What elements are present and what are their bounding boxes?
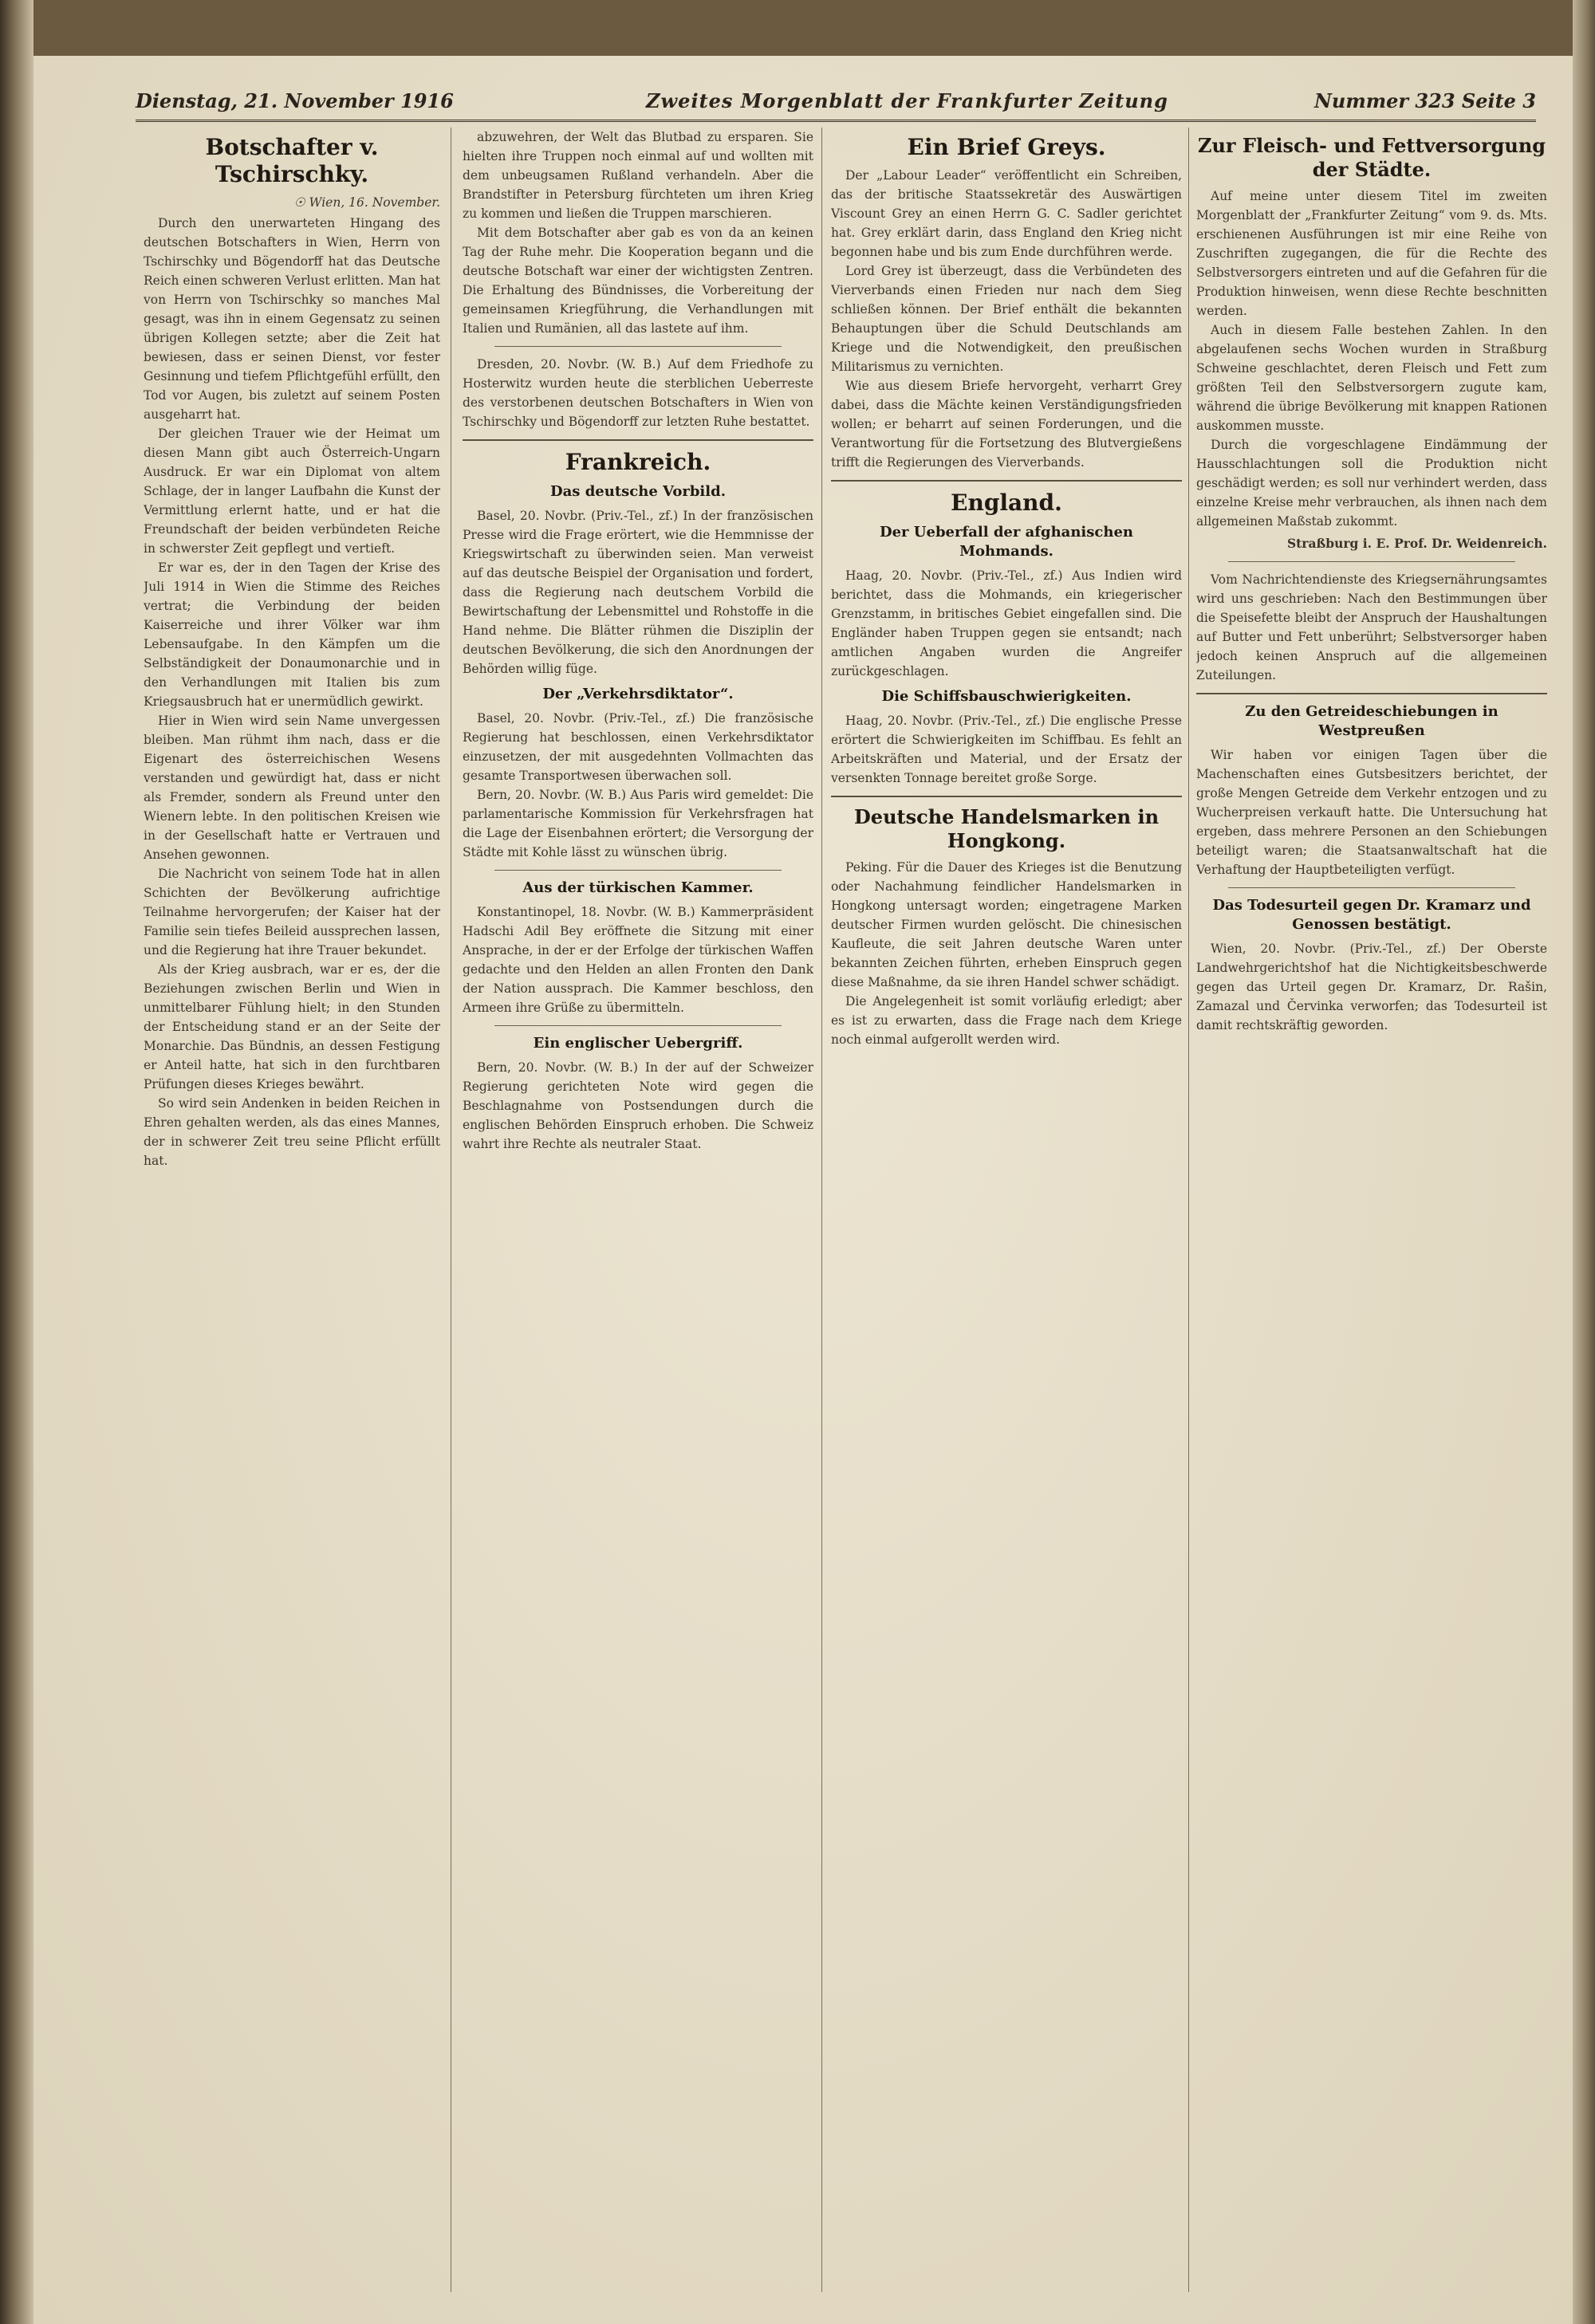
page-header (136, 85, 1536, 122)
column-3 (831, 128, 1182, 2292)
section-title: Frankreich. (565, 449, 711, 475)
paragraph: Konstantinopel, 18. Novbr. (W. B.) Kammerpräsident Hadschi Adil Bey eröffnete die Sitzung mit einer Ansprache, in der er der Erfolge der türkischen Waffen gedachte und den Helden an allen Fronten den Dank der Nation aussprach. Die Kammer beschloss, den Armeen ihre Grüße zu übermitteln. (463, 905, 813, 1015)
divider (831, 796, 1182, 797)
subsection-title: Der Ueberfall der afghanischen Mohmands. (879, 524, 1133, 560)
paragraph: Peking. Für die Dauer des Krieges ist die Benutzung oder Nachahmung feindlicher Handelsmarken in Hongkong untersagt worden; eingetragene Marken deutscher Firmen wurden gelöscht. Die chinesischen Kaufleute, die seit Jahren deutsche Waren unter bekannten Zeichen führten, erheben Einspruch gegen diese Maßnahme, da sie ihren Handel schwer schädigt. (831, 860, 1182, 989)
paragraph: Bern, 20. Novbr. (W. B.) In der auf der Schweizer Regierung gerichteten Note wird gegen die Beschlagnahme von Postsendungen durch die englischen Behörden Einspruch erhoben. Die Schweiz wahrt ihre Rechte als neutraler Staat. (463, 1060, 813, 1151)
column-1 (144, 128, 440, 2292)
divider (831, 480, 1182, 482)
column-4 (1196, 128, 1547, 2292)
paragraph: Als der Krieg ausbrach, war er es, der die Beziehungen zwischen Berlin und Wien in unmittelbarer Fühlung hielt; in den Stunden der Entscheidung stand er an der Seite der Monarchie. Das Bündnis, an dessen Festigung er Anteil hatte, hat sich in den furchtbaren Prüfungen dieses Krieges bewährt. (144, 962, 440, 1091)
article-title: Zur Fleisch- und Fettversorgung der Städte. (1197, 134, 1546, 181)
paragraph: Der gleichen Trauer wie der Heimat um diesen Mann gibt auch Österreich-Ungarn Ausdruck. Er war ein Diplomat von altem Schlage, der in langer Laufbahn die Kunst der Vermittlung erlernt hatte, und er hat die Freundschaft der beiden verbündeten Reiche in schwerster Zeit gepflegt und vertieft. (144, 427, 440, 556)
divider (463, 439, 813, 441)
article-title: Botschafter v. Tschirschky. (205, 134, 379, 187)
column-rule (821, 128, 822, 2292)
subsection-title: Das deutsche Vorbild. (550, 483, 726, 500)
paragraph: So wird sein Andenken in beiden Reichen in Ehren gehalten werden, als das eines Mannes, der in schwerer Zeit treu seine Pflicht erfüllt hat. (144, 1096, 440, 1168)
paragraph: Basel, 20. Novbr. (Priv.-Tel., zf.) In der französischen Presse wird die Frage erörtert, wie die Hemmnisse der Kriegswirtschaft zu überwinden seien. Man verweist auf das deutsche Beispiel der Organisation und fordert, dass die Regierung nach deutschem Vorbild die Bewirtschaftung der Lebensmittel und Rohstoffe in die Hand nehme. Die Blätter rühmen die Disziplin der deutschen Bevölkerung, die sich den Anordnungen der Behörden willig füge. (463, 509, 813, 676)
page-edge (1573, 0, 1595, 2324)
paragraph: Lord Grey ist überzeugt, dass die Verbündeten des Vierverbands einen Frieden nur nach dem Sieg schließen können. Der Brief enthält die bekannten Behauptungen über die Schuld Deutschlands am Kriege und die Notwendigkeit, den preußischen Militarismus zu vernichten. (831, 264, 1182, 374)
divider (1228, 561, 1515, 562)
paragraph: Der „Labour Leader“ veröffentlicht ein Schreiben, das der britische Staatssekretär des Auswärtigen Viscount Grey an einen Herrn G. C. Sadler gerichtet hat. Grey erklärt darin, dass England den Krieg nicht begonnen habe und bis zum Ende durchführen werde. (831, 168, 1182, 259)
newspaper-page (33, 56, 1573, 2324)
header-masthead: Zweites Morgenblatt der Frankfurter Zeitung (646, 89, 1168, 112)
paragraph: Vom Nachrichtendienste des Kriegsernährungsamtes wird uns geschrieben: Nach den Bestimmungen über die Speisefette bleibt der Anspruch der Haushaltungen auf Butter und Fett unberührt; Selbstversorger haben jedoch keinen Anspruch auf die allgemeinen Zuteilungen. (1196, 572, 1547, 682)
paragraph: Durch die vorgeschlagene Eindämmung der Hausschlachtungen soll die Produktion nicht geschädigt werden; es soll nur verhindert werden, dass einzelne Kreise mehr verbrauchen, als ihnen nach dem allgemeinen Maßstab zukommt. (1196, 438, 1547, 529)
paragraph: Mit dem Botschafter aber gab es von da an keinen Tag der Ruhe mehr. Die Kooperation begann und die deutsche Botschaft war einer der wichtigsten Zentren. Die Erhaltung des Bündnisses, die Vorbereitung der gemeinsamen Kriegführung, die Verhandlungen mit Italien und Rumänien, all das lastete auf ihm. (463, 226, 813, 336)
paragraph: Auf meine unter diesem Titel im zweiten Morgenblatt der „Frankfurter Zeitung“ vom 9. ds. Mts. erschienenen Ausführungen ist mir eine Reihe von Zuschriften zugegangen, die für die Rechte des Selbstversorgers eintreten und auf die Gefahren für die Produktion hinweisen, wenn diese Rechte beschnitten werden. (1196, 189, 1547, 318)
subsection-title: Das Todesurteil gegen Dr. Kramarz und Genossen bestätigt. (1212, 897, 1531, 933)
dateline: ☉ Wien, 16. November. (293, 195, 440, 210)
paragraph: Auch in diesem Falle bestehen Zahlen. In den abgelaufenen sechs Wochen wurden in Straßburg Schweine geschlachtet, deren Fleisch und Fett zum größten Teil den Selbstversorgern zugute kam, während die übrige Bevölkerung mit knappen Rationen auskommen musste. (1196, 323, 1547, 433)
paragraph: Die Nachricht von seinem Tode hat in allen Schichten der Bevölkerung aufrichtige Teilnahme hervorgerufen; der Kaiser hat der Familie sein tiefes Beileid aussprechen lassen, und die Regierung hat ihre Trauer bekundet. (144, 867, 440, 958)
paragraph: abzuwehren, der Welt das Blutbad zu ersparen. Sie hielten ihre Truppen noch einmal auf und wollten mit dem unbeugsamen Rußland verhandeln. Aber die Brandstifter in Petersburg fürchteten um ihren Krieg zu kommen und ließen die Truppen marschieren. (463, 130, 813, 221)
section-title: Deutsche Handelsmarken in Hongkong. (853, 805, 1160, 852)
news-notice: Dresden, 20. Novbr. (W. B.) Auf dem Friedhofe zu Hosterwitz wurden heute die sterblichen Ueberreste des verstorbenen deutschen Botschafters in Wien von Tschirschky und Bögendorff zur letzten Ruhe bestattet. (463, 357, 813, 429)
paragraph: Basel, 20. Novbr. (Priv.-Tel., zf.) Die französische Regierung hat beschlossen, einen Verkehrsdiktator einzusetzen, der mit ausgedehnten Vollmachten das gesamte Transportwesen überwachen soll. (463, 711, 813, 783)
divider (1196, 693, 1547, 694)
section-title: England. (951, 490, 1062, 516)
paragraph: Hier in Wien wird sein Name unvergessen bleiben. Man rühmt ihm nach, dass er die Eigenart des österreichischen Wesens verstanden und gewürdigt hat, dass er nicht als Fremder, sondern als Freund unter den Wienern lebte. In den politischen Kreisen wie in der Gesellschaft hatte er Vertrauen und Ansehen gewonnen. (144, 714, 440, 862)
divider (1228, 887, 1515, 888)
paragraph: Haag, 20. Novbr. (Priv.-Tel., zf.) Die englische Presse erörtert die Schwierigkeiten im Schiffbau. Es fehlt an Arbeitskräften und Material, und der Ersatz der versenkten Tonnage bereitet große Sorge. (831, 714, 1182, 785)
article-title: Ein Brief Greys. (907, 134, 1106, 160)
column-2 (463, 128, 813, 2292)
divider (494, 870, 782, 871)
paragraph: Durch den unerwarteten Hingang des deutschen Botschafters in Wien, Herrn von Tschirschky und Bögendorff hat das Deutsche Reich einen schweren Verlust erlitten. Man hat von Herrn von Tschirschky so manches Mal gesagt, was ihn in einem Gegensatz zu seinen übrigen Kollegen setzte; aber die Zeit hat bewiesen, dass er seinen Dienst, vor fester Gesinnung und tiefem Pflichtgefühl erfüllt, den Tod vor Augen, bis zuletzt auf seinem Posten ausgeharrt hat. (144, 216, 440, 422)
paragraph: Bern, 20. Novbr. (W. B.) Aus Paris wird gemeldet: Die parlamentarische Kommission für Verkehrsfragen hat die Lage der Eisenbahnen erörtert; die Versorgung der Städte mit Kohle lässt zu wünschen übrig. (463, 788, 813, 859)
paragraph: Haag, 20. Novbr. (Priv.-Tel., zf.) Aus Indien wird berichtet, dass die Mohmands, ein kriegerischer Grenzstamm, in britisches Gebiet eingefallen sind. Die Engländer haben Truppen gegen sie entsandt; nach amtlichen Angaben wurden die Angreifer zurückgeschlagen. (831, 568, 1182, 678)
section-title: Zu den Getreideschiebungen in Westpreußen (1245, 703, 1499, 739)
header-page-number: Nummer 323 Seite 3 (1313, 89, 1536, 112)
paragraph: Er war es, der in den Tagen der Krise des Juli 1914 in Wien die Stimme des Reiches vertrat; die Verbindung der beiden Kaiserreiche und ihrer Völker war ihm Lebensaufgabe. In den Kämpfen um die Selbständigkeit der Donaumonarchie und in den Verhandlungen mit Italien bis zum Kriegsausbruch hat er unermüdlich gewirkt. (144, 560, 440, 709)
paragraph: Wien, 20. Novbr. (Priv.-Tel., zf.) Der Oberste Landwehrgerichtshof hat die Nichtigkeitsbeschwerde gegen das Urteil gegen Dr. Kramarz, Dr. Rašin, Zamazal und Červinka verworfen; das Todesurteil ist damit rechtskräftig geworden. (1196, 942, 1547, 1032)
paragraph: Wir haben vor einigen Tagen über die Machenschaften eines Gutsbesitzers berichtet, der große Mengen Getreide dem Verkehr entzogen und zu Wucherpreisen verkauft hatte. Die Untersuchung hat ergeben, dass mehrere Personen an den Schiebungen beteiligt waren; die Staatsanwaltschaft hat die Verhaftung der Hauptbeteiligten verfügt. (1196, 748, 1547, 877)
section-title: Aus der türkischen Kammer. (522, 879, 754, 896)
section-title: Ein englischer Uebergriff. (533, 1035, 743, 1052)
divider (494, 1025, 782, 1026)
subsection-title: Der „Verkehrsdiktator“. (542, 686, 734, 702)
column-rule (1188, 128, 1189, 2292)
header-date: Dienstag, 21. November 1916 (136, 89, 454, 112)
paragraph: Wie aus diesem Briefe hervorgeht, verharrt Grey dabei, dass die Mächte keinen Verständigungsfrieden wollen; er beharrt auf seinen Forderungen, und die Verantwortung für die Fortsetzung des Blutvergießens trifft die Regierungen des Vierverbands. (831, 379, 1182, 470)
signature: Straßburg i. E. Prof. Dr. Weidenreich. (1286, 536, 1547, 551)
paragraph: Die Angelegenheit ist somit vorläufig erledigt; aber es ist zu erwarten, dass die Frage nach dem Kriege noch einmal aufgerollt werden wird. (831, 994, 1182, 1047)
subsection-title: Die Schiffsbauschwierigkeiten. (881, 688, 1132, 705)
divider (494, 346, 782, 347)
book-binding (0, 0, 33, 2324)
